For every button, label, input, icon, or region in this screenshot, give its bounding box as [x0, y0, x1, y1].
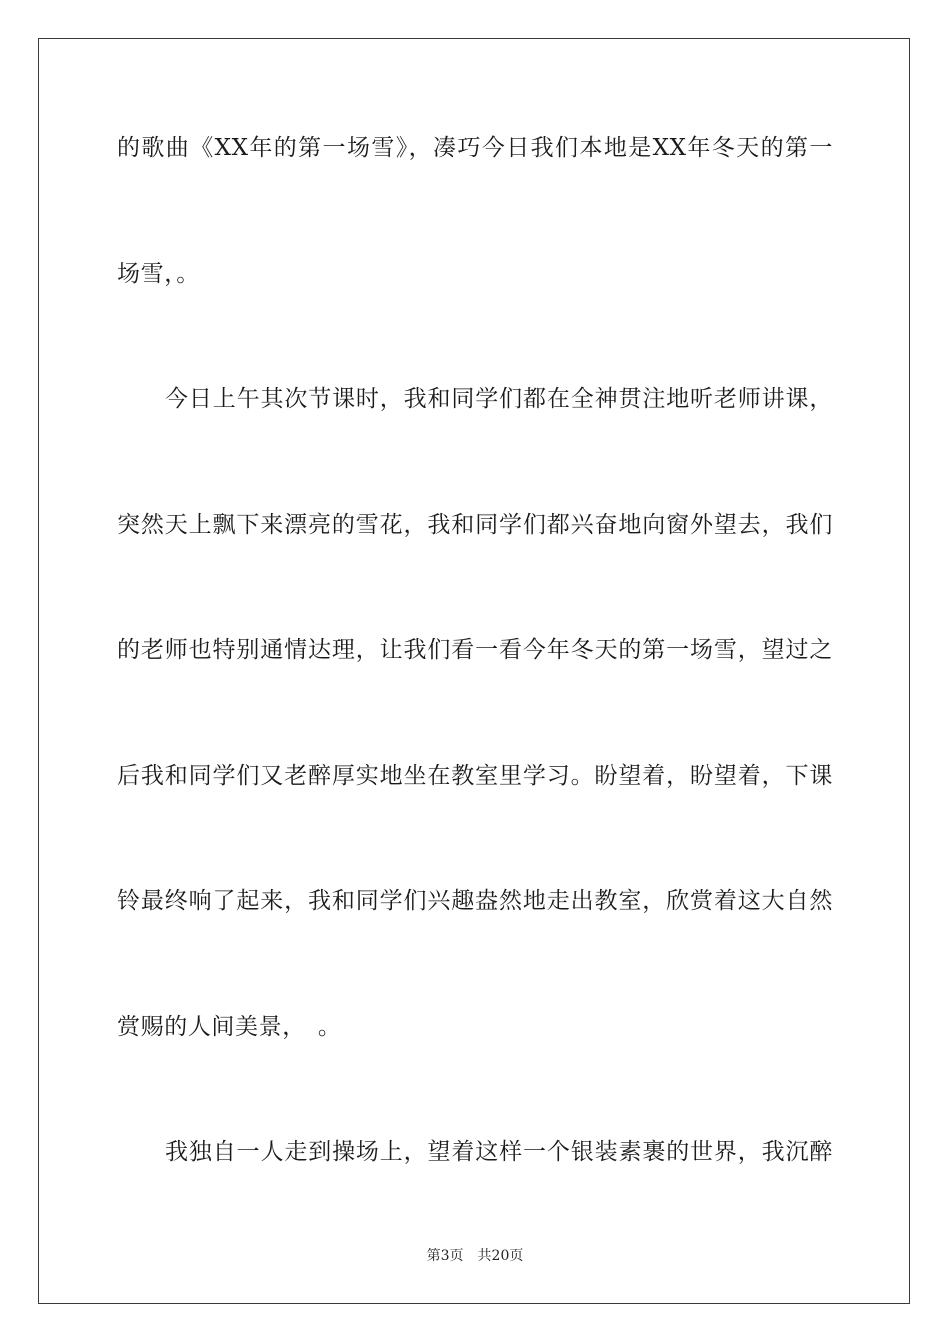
- text-line-9: 我独自一人走到操场上，望着这样一个银装素裹的世界，我沉醉: [165, 1139, 833, 1165]
- text-line-3: 今日上午其次节课时，我和同学们都在全神贯注地听老师讲课，: [165, 386, 833, 412]
- text-line-6: 后我和同学们又老醉厚实地坐在教室里学习。盼望着，盼望着，下课: [117, 763, 833, 789]
- text-line-5: 的老师也特别通情达理，让我们看一看今年冬天的第一场雪，望过之: [117, 637, 833, 663]
- page-number: 第3页: [426, 1248, 464, 1264]
- text-line-4: 突然天上飘下来漂亮的雪花，我和同学们都兴奋地向窗外望去，我们: [117, 512, 833, 538]
- page-border: [38, 38, 910, 1304]
- page-total: 共20页: [477, 1248, 524, 1264]
- page-footer: [0, 1247, 950, 1265]
- text-line-1: 的歌曲《XX年的第一场雪》，凑巧今日我们本地是XX年冬天的第一: [117, 135, 833, 161]
- text-line-7: 铃最终响了起来，我和同学们兴趣盎然地走出教室，欣赏着这大自然: [117, 888, 833, 914]
- text-line-8: 赏赐的人间美景， 。: [117, 1014, 342, 1040]
- text-line-2: 场雪，。: [117, 261, 200, 287]
